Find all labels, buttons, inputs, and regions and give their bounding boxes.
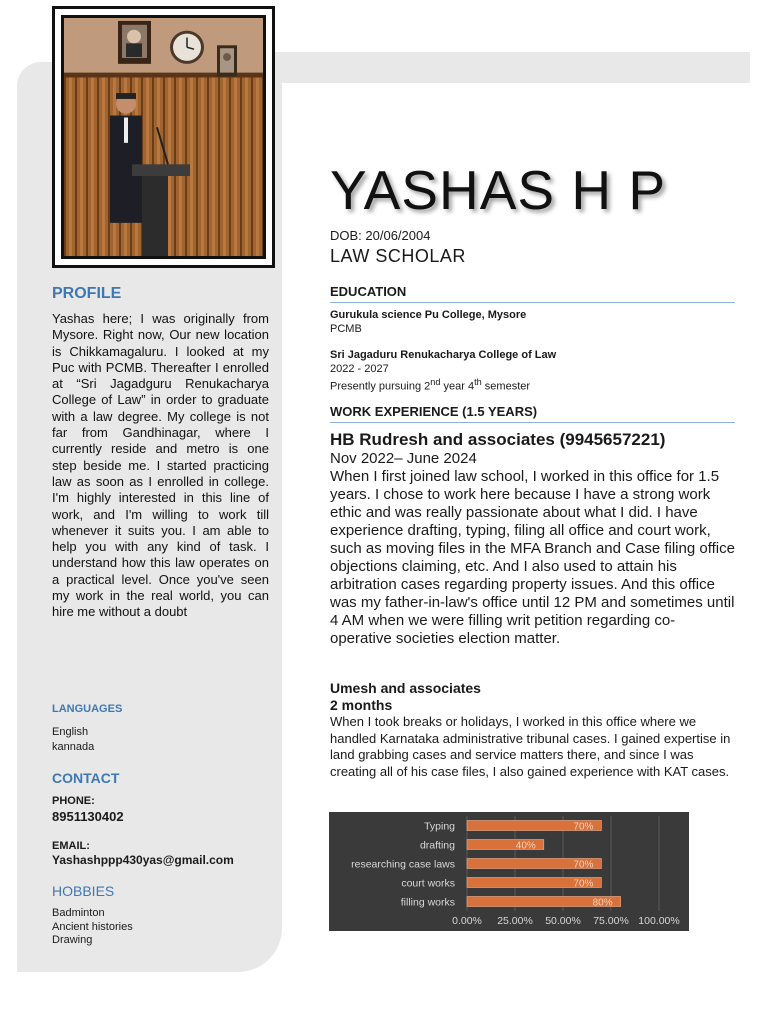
candidate-name: YASHAS H P	[330, 159, 667, 221]
school-name: Sri Jagaduru Renukacharya College of Law	[330, 349, 557, 361]
job-role: LAW SCHOLAR	[330, 246, 466, 266]
chart-data-label: 70%	[573, 859, 594, 871]
education-years: 2022 - 2027	[330, 362, 389, 375]
job-description: When I took breaks or holidays, I worked in this office where we handled Karnataka administrative tribunal cases. I gained expertise in land grabbing cases and service matters there, and since I was creating all of his case files, I also gained experience with KAT cases.	[330, 714, 731, 779]
job-title: HB Rudresh and associates (9945657221)	[330, 430, 666, 449]
profile-text: Yashas here; I was originally from Mysore. Right now, Our new location is Chikkamagaluru. I looked at my Puc with PCMB. Thereafter I enrolled at “Sri Jagadguru Renukacharya College of Law” in order to graduate with a law degree. My college is not far from Gandhinagar, where I currently reside and metro is one step beside me. I started practicing law as soon as I enrolled in college. I'm highly interested in this line of work, and I'm willing to work till whenever it suits you. I am able to help you with any kind of task. I understand how this law operates on a practical level. Once you've seen my work in the real world, you can hire me without a doubt	[52, 311, 269, 620]
education-heading: EDUCATION	[330, 284, 735, 303]
job-dates: 2 months	[330, 697, 393, 713]
chart-x-tick-label: 25.00%	[497, 915, 533, 927]
hobby-item: Badminton	[52, 907, 105, 919]
language-item: English	[52, 726, 89, 738]
job-entry	[330, 430, 735, 648]
date-of-birth: DOB: 20/06/2004	[330, 228, 431, 243]
work-experience-heading: WORK EXPERIENCE (1.5 YEARS)	[330, 404, 735, 423]
contact-heading: CONTACT	[52, 770, 120, 786]
email-address[interactable]: Yashashppp430yas@gmail.com	[52, 853, 234, 867]
chart-data-label: 70%	[573, 821, 594, 833]
school-name: Gurukula science Pu College, Mysore	[330, 309, 527, 321]
profile-photo	[52, 6, 275, 268]
hobbies-heading: HOBBIES	[52, 883, 115, 899]
chart-data-label: 40%	[515, 840, 536, 852]
language-item: kannada	[52, 741, 95, 753]
languages-heading: LANGUAGES	[52, 703, 123, 715]
phone-number[interactable]: 8951130402	[52, 809, 124, 824]
job-description: When I first joined law school, I worked in this office for 1.5 years. I chose to work here because I have a strong work ethic and was really passionate about what I did. I have experience drafting, typing, filing all office and court work, such as moving files in the MFA Branch and Case filing office objections claiming, etc. And I also used to attain his arbitration cases regarding property issues. And this office was my father-in-law's office until 12 PM and sometimes until 4 AM when we were filling writ petition regarding co-operative societies election matter.	[330, 468, 735, 647]
education-status: Presently pursuing 2nd year 4th semester	[330, 377, 531, 393]
chart-category-label: court works	[401, 877, 455, 890]
hobby-item: Ancient histories	[52, 920, 133, 933]
chart-x-tick-label: 75.00%	[593, 915, 629, 927]
course-name: PCMB	[330, 322, 362, 335]
skills-chart-svg	[329, 812, 689, 931]
chart-x-tick-label: 100.00%	[638, 915, 680, 927]
chart-category-label: filling works	[400, 896, 455, 909]
chart-category-label: drafting	[419, 839, 455, 852]
job-dates: Nov 2022– June 2024	[330, 450, 477, 467]
hobby-item: Drawing	[52, 934, 93, 946]
education-item	[330, 309, 735, 336]
hobbies-list	[52, 907, 269, 948]
phone-label: PHONE:	[52, 795, 95, 807]
chart-data-label: 70%	[573, 878, 594, 890]
chart-data-label: 80%	[592, 897, 613, 909]
job-title: Umesh and associates	[330, 680, 481, 696]
chart-category-label: Typing	[424, 820, 455, 833]
header-band	[250, 52, 750, 83]
education-item	[330, 349, 735, 394]
chart-x-tick-label: 0.00%	[452, 915, 482, 927]
chart-x-tick-label: 50.00%	[545, 915, 581, 927]
skills-chart	[329, 812, 689, 931]
job-entry	[330, 680, 735, 780]
profile-heading: PROFILE	[52, 285, 122, 302]
photo-image	[64, 18, 263, 256]
chart-category-label: researching case laws	[351, 858, 455, 871]
languages-list	[52, 725, 269, 755]
email-label: EMAIL:	[52, 840, 90, 852]
